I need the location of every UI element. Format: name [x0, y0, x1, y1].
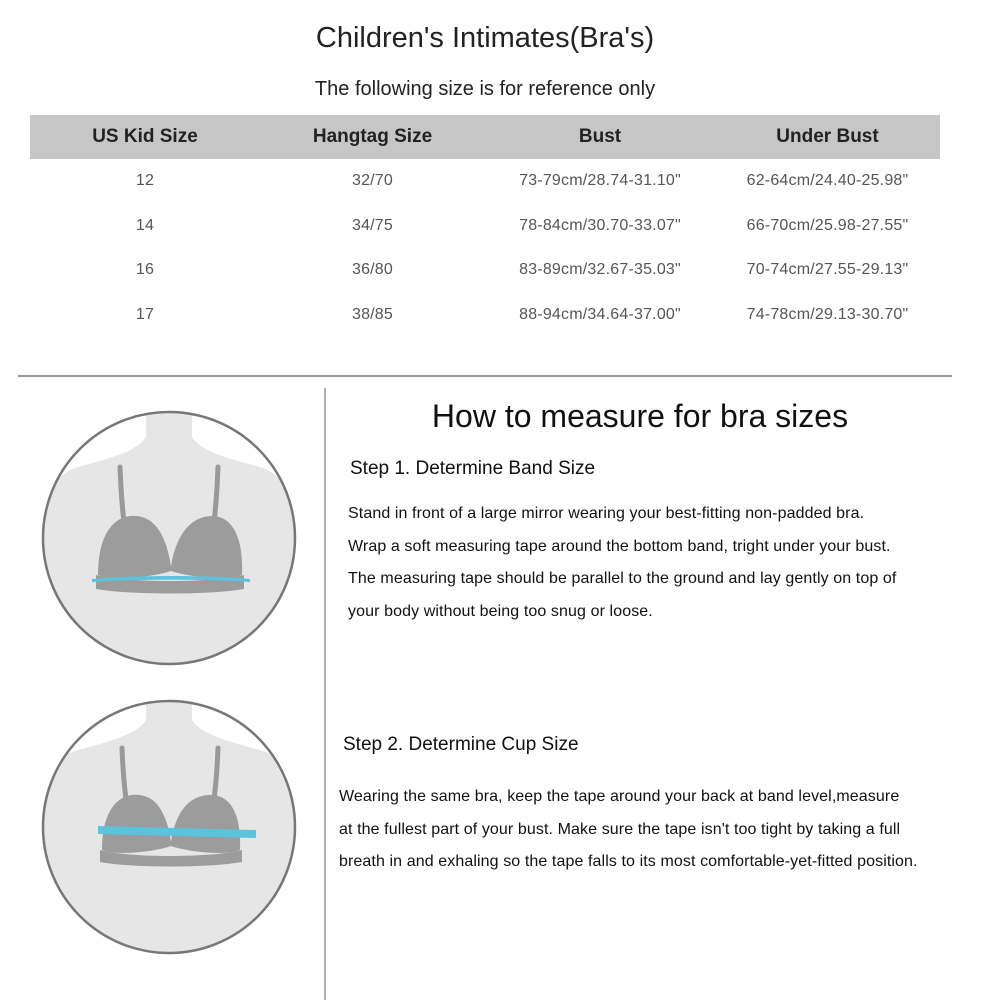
table-row	[30, 159, 940, 204]
torso-band-measure-icon	[38, 407, 300, 669]
table-row	[30, 204, 940, 249]
table-row	[30, 293, 940, 338]
header-us-kid-size: US Kid Size	[30, 115, 260, 159]
step1-text-line: your body without being too snug or loose.	[348, 603, 653, 620]
step1-heading: Step 1. Determine Band Size	[350, 458, 596, 479]
cell-hangtag-size: 32/70	[351, 172, 394, 190]
cell-under-bust: 74-78cm/29.13-30.70"	[746, 305, 909, 323]
cell-hangtag-size: 38/85	[351, 305, 394, 323]
step2-heading: Step 2. Determine Cup Size	[343, 734, 579, 755]
step1-text-line: Stand in front of a large mirror wearing your best-fitting non-padded bra.	[348, 505, 865, 522]
section-divider	[18, 375, 952, 377]
table-row	[30, 248, 940, 293]
header-bust: Bust	[485, 115, 715, 159]
cell-us-kid-size: 17	[135, 305, 155, 323]
step2-text-line: at the fullest part of your bust. Make sure the tape isn't too tight by taking a full	[339, 821, 901, 838]
page-title: Children's Intimates(Bra's)	[315, 22, 655, 54]
size-chart-table	[30, 115, 940, 337]
step2-text-line: breath in and exhaling so the tape falls to its most comfortable-yet-fitted position.	[339, 853, 918, 870]
step1-text-line: The measuring tape should be parallel to the ground and lay gently on top of	[348, 570, 897, 587]
measure-heading: How to measure for bra sizes	[431, 398, 849, 434]
cell-bust: 78-84cm/30.70-33.07"	[519, 216, 681, 234]
cell-under-bust: 66-70cm/25.98-27.55"	[746, 216, 909, 234]
step1-text-line: Wrap a soft measuring tape around the bottom band, tright under your bust.	[348, 538, 891, 555]
header-hangtag-size: Hangtag Size	[260, 115, 485, 159]
cell-us-kid-size: 12	[135, 172, 155, 190]
cell-us-kid-size: 16	[135, 261, 155, 279]
cell-us-kid-size: 14	[135, 216, 155, 234]
cell-bust: 83-89cm/32.67-35.03"	[519, 261, 681, 279]
cell-hangtag-size: 34/75	[351, 216, 394, 234]
table-header-row	[30, 115, 940, 159]
cell-hangtag-size: 36/80	[351, 261, 394, 279]
cell-bust: 73-79cm/28.74-31.10"	[519, 172, 681, 190]
cell-under-bust: 62-64cm/24.40-25.98"	[746, 172, 909, 190]
cell-under-bust: 70-74cm/27.55-29.13"	[746, 261, 909, 279]
header-under-bust: Under Bust	[715, 115, 940, 159]
torso-cup-measure-icon	[38, 696, 300, 958]
cell-bust: 88-94cm/34.64-37.00"	[519, 305, 681, 323]
step2-text-line: Wearing the same bra, keep the tape around your back at band level,measure	[339, 788, 900, 805]
page-subtitle: The following size is for reference only	[314, 78, 656, 100]
vertical-divider	[324, 388, 326, 1000]
